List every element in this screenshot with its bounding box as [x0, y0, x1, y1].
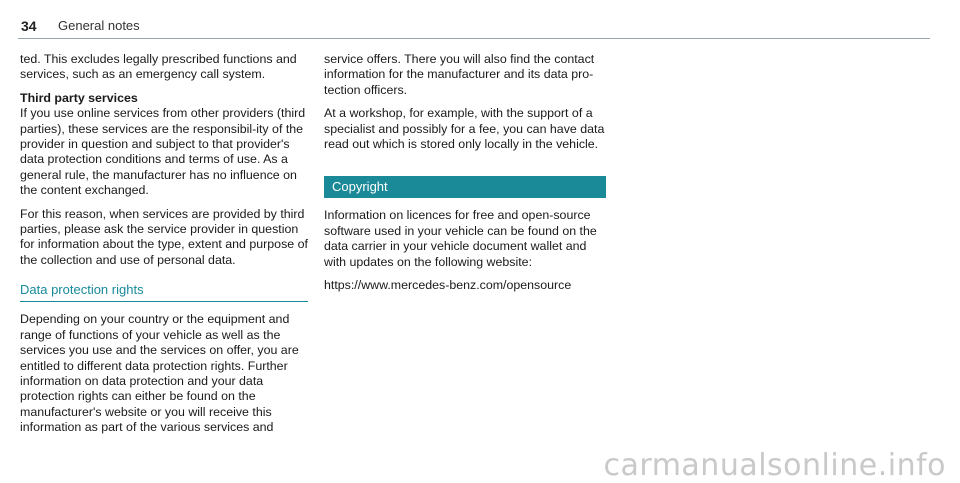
service-provider-paragraph: For this reason, when services are provided by third parties, please ask the service provider in question for information about the type, extent and purpose of the collection and use of personal data.: [20, 206, 308, 267]
third-party-services-title: Third party services: [20, 90, 138, 105]
page-number: 34: [21, 18, 37, 34]
copyright-heading: Copyright: [324, 176, 606, 198]
running-title: General notes: [58, 18, 140, 33]
third-party-services-paragraph: If you use online services from other providers (third parties), these services are the responsibil-ity of the provider in question and subject to that provider's data protection conditions and terms of use. As a general rule, the manufacturer has no influence on the content exchanged.: [20, 106, 306, 198]
service-offers-paragraph: service offers. There you will also find the contact information for the manufacturer and its data pro-tection officers.: [324, 52, 595, 97]
copyright-paragraph: Information on licences for free and open-source software used in your vehicle can be found on the data carrier in your vehicle document wallet and with updates on the following website:: [324, 208, 597, 269]
right-column: [324, 52, 606, 301]
intro-paragraph: ted. This excludes legally prescribed functions and services, such as an emergency call system.: [20, 52, 297, 82]
opensource-link[interactable]: https://www.mercedes-benz.com/opensource: [324, 278, 572, 293]
data-protection-rights-heading: Data protection rights: [20, 282, 308, 302]
watermark-text: carmanualsonline.info: [603, 448, 946, 483]
data-protection-rights-paragraph: Depending on your country or the equipment and range of functions of your vehicle as well as the services you use and the services on offer, you are entitled to different data protection rights. Further information on data protection and your data protection rights can either be found on the manufacturer's website or you will receive this information as part of the various services and: [20, 312, 299, 435]
page-header: [18, 10, 930, 39]
left-column: [20, 52, 308, 444]
workshop-paragraph: At a workshop, for example, with the support of a specialist and possibly for a fee, you can have data read out which is stored only locally in the vehicle.: [324, 106, 605, 152]
